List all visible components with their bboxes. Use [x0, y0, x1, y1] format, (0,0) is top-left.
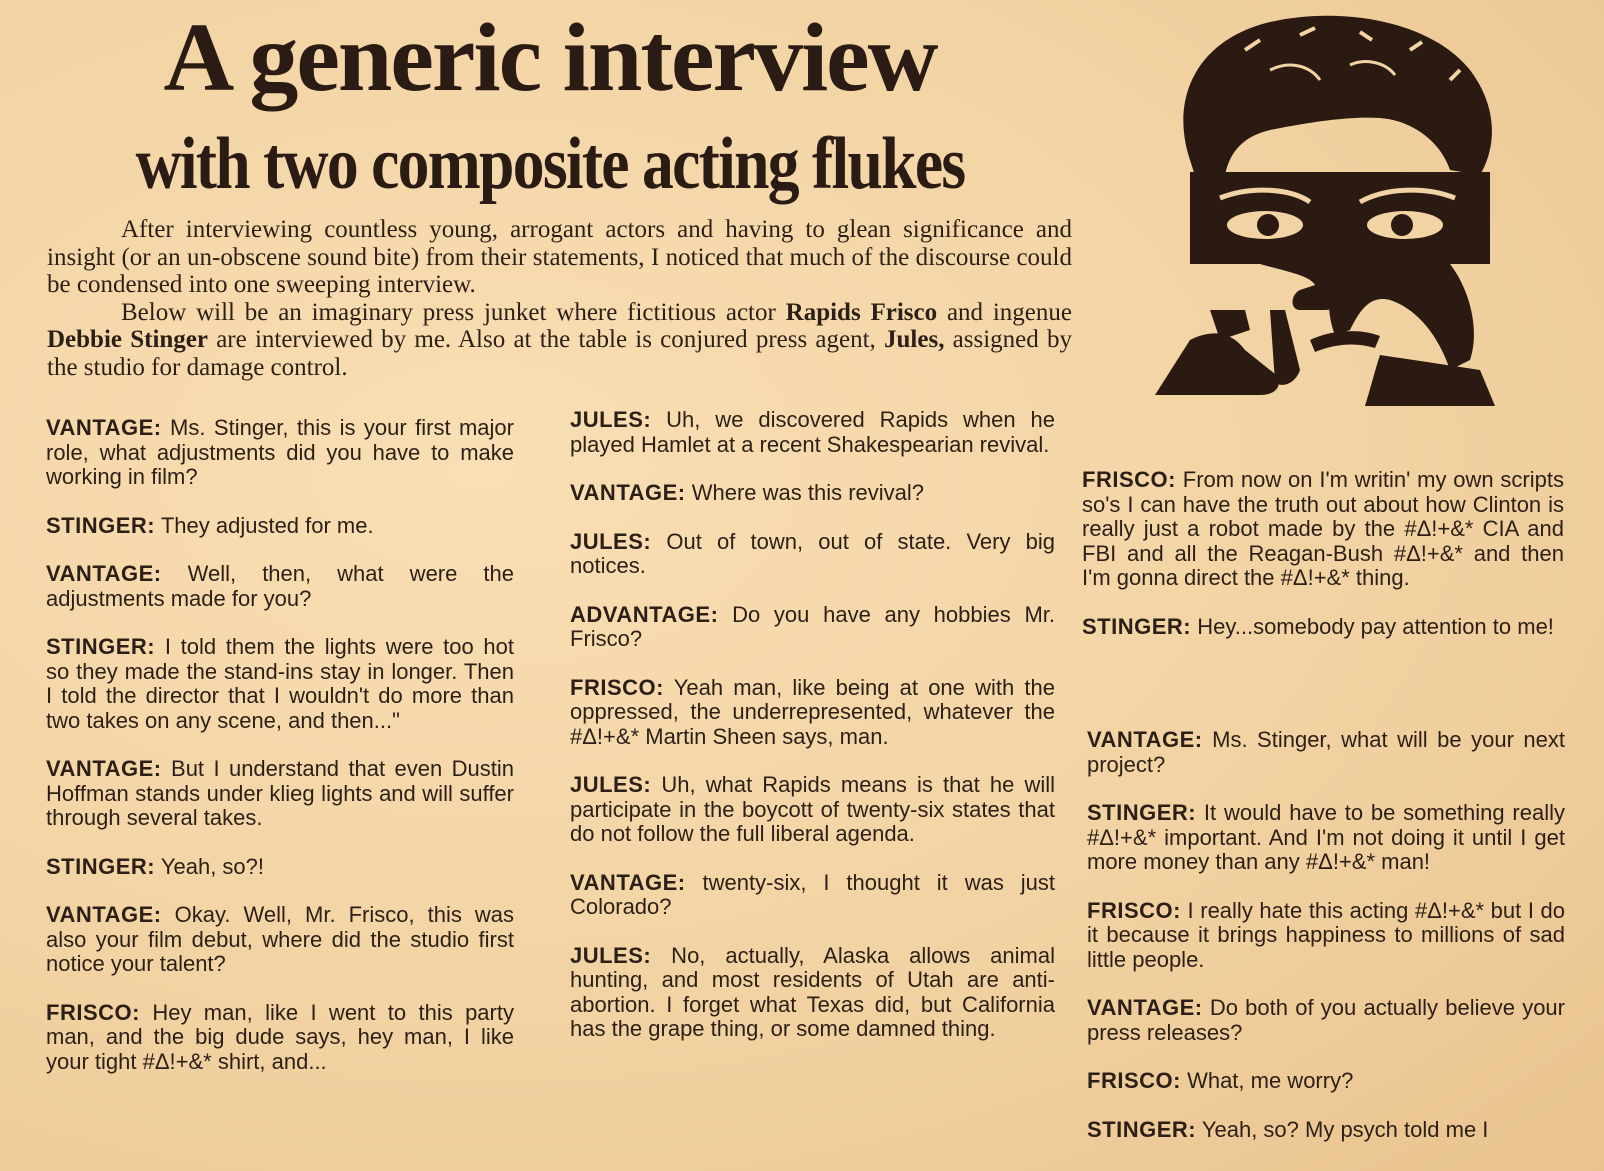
dialogue-entry — [1087, 1069, 1565, 1094]
dialogue-entry — [1087, 801, 1565, 875]
speaker-label: JULES: — [570, 772, 652, 797]
column-1 — [46, 416, 514, 1098]
name-jules: Jules, — [884, 326, 945, 353]
dialogue-entry — [570, 871, 1055, 920]
headline-line-1: A generic interview — [163, 4, 937, 112]
speaker-label: FRISCO: — [1082, 467, 1176, 492]
speaker-label: VANTAGE: — [46, 415, 162, 440]
dialogue-entry — [1087, 996, 1565, 1045]
column-3-bottom — [1087, 728, 1565, 1166]
dialogue-entry — [46, 903, 514, 977]
speaker-label: VANTAGE: — [46, 561, 162, 586]
intro-text-span: and ingenue — [937, 298, 1073, 326]
column-3-top — [1082, 468, 1564, 663]
speaker-label: VANTAGE: — [1087, 727, 1203, 752]
dialogue-entry — [46, 1001, 514, 1075]
dialogue-text: Well, then, what were the adjustments made for you? — [46, 561, 514, 611]
dialogue-text: Yeah man, like being at one with the oppressed, the underrepresented, whatever the #Δ!+&* Martin Sheen says, man. — [570, 674, 1055, 749]
column-2 — [570, 408, 1055, 1066]
dialogue-text: Do both of you actually believe your press releases? — [1087, 995, 1565, 1045]
dialogue-text: From now on I'm writin' my own scripts so's I can have the truth out about how Clinton is really just a robot made by the #Δ!+&* CIA and FBI and all the Reagan-Bush #Δ!+&* and then I'm gonna direct the #Δ!+&* thing. — [1082, 467, 1564, 590]
speaker-label: STINGER: — [46, 634, 156, 659]
intro-text — [47, 216, 1072, 381]
dialogue-entry — [1087, 728, 1565, 777]
dialogue-text: Hey man, like I went to this party man, and the big dude says, hey man, I like your tight #Δ!+&* shirt, and... — [46, 999, 514, 1074]
speaker-label: VANTAGE: — [46, 756, 162, 781]
speaker-label: STINGER: — [1087, 1116, 1197, 1142]
dialogue-text: Where was this revival? — [685, 480, 925, 505]
dialogue-entry — [1087, 899, 1565, 973]
dialogue-text: I really hate this acting #Δ!+&* but I do it because it brings happiness to millions of sad little people. — [1087, 897, 1565, 972]
speaker-label: ADVANTAGE: — [570, 601, 719, 627]
dialogue-text: It would have to be something really #Δ!+&* important. And I'm not doing it until I get more money than any #Δ!+&* man! — [1087, 800, 1565, 874]
dialogue-entry — [570, 603, 1055, 652]
speaker-label: STINGER: — [1087, 800, 1197, 825]
dialogue-text: Do you have any hobbies Mr. Frisco? — [570, 601, 1055, 651]
speaker-label: JULES: — [570, 528, 652, 554]
speaker-label: JULES: — [570, 942, 652, 968]
intro-paragraph-2 — [47, 299, 1072, 382]
dialogue-entry — [1082, 615, 1564, 640]
speaker-label: VANTAGE: — [1087, 995, 1203, 1020]
speaker-label: STINGER: — [1082, 613, 1192, 639]
speaker-label: VANTAGE: — [570, 869, 686, 895]
dialogue-text: They adjusted for me. — [155, 512, 374, 538]
dialogue-entry — [570, 408, 1055, 457]
dialogue-text: Ms. Stinger, what will be your next project? — [1087, 727, 1565, 777]
dialogue-entry — [570, 530, 1055, 579]
speaker-label: JULES: — [570, 407, 652, 432]
speaker-label: FRISCO: — [46, 999, 140, 1025]
speaker-label: STINGER: — [46, 512, 156, 538]
dialogue-entry — [570, 481, 1055, 506]
dialogue-entry — [1082, 468, 1564, 591]
dialogue-text: Hey...somebody pay attention to me! — [1191, 613, 1554, 639]
dialogue-text: No, actually, Alaska allows animal hunting, and most residents of Utah are anti-abortion. I forget what Texas did, but California has the grape thing, or some damned thing. — [570, 942, 1055, 1041]
dialogue-text: What, me worry? — [1180, 1068, 1354, 1093]
intro-text-span: assigned by the studio for damage control. — [47, 326, 1072, 381]
speaker-label: VANTAGE: — [570, 480, 686, 505]
dialogue-entry — [46, 416, 514, 490]
dialogue-text: I told them the lights were too hot so they made the stand-ins stay in longer. Then I told the director that I wouldn't do more than two takes on any scene, and then..." — [46, 634, 514, 733]
name-debbie-stinger: Debbie Stinger — [47, 326, 208, 353]
headline-line-2: with two composite acting flukes — [135, 123, 965, 205]
intro-paragraph-1: After interviewing countless young, arrogant actors and having to glean significance and insight (or an un-obscene sound bite) from their statements, I noticed that much of the discourse could be condensed into one sweeping interview. — [47, 216, 1072, 298]
speaker-label: VANTAGE: — [46, 902, 162, 927]
intro-text-span: Below will be an imaginary press junket where fictitious actor — [121, 298, 786, 326]
dialogue-text: Yeah, so? My psych told me I — [1196, 1116, 1489, 1142]
face-illustration-icon — [1150, 10, 1520, 416]
dialogue-entry — [1087, 1118, 1565, 1143]
dialogue-entry — [46, 855, 514, 880]
dialogue-text: Uh, what Rapids means is that he will participate in the boycott of twenty-six states that do not follow the full liberal agenda. — [570, 772, 1055, 846]
dialogue-text: Ms. Stinger, this is your first major role, what adjustments did you have to make working in film? — [46, 415, 514, 489]
speaker-label: FRISCO: — [1087, 897, 1181, 923]
dialogue-entry — [570, 773, 1055, 847]
dialogue-entry — [46, 635, 514, 733]
dialogue-entry — [46, 562, 514, 611]
dialogue-text: Out of town, out of state. Very big notices. — [570, 528, 1055, 578]
dialogue-text: Uh, we discovered Rapids when he played Hamlet at a recent Shakespearian revival. — [570, 407, 1055, 457]
dialogue-text: But I understand that even Dustin Hoffman stands under klieg lights and will suffer through several takes. — [46, 756, 514, 830]
dialogue-entry — [46, 757, 514, 831]
speaker-label: FRISCO: — [1087, 1068, 1181, 1093]
dialogue-text: twenty-six, I thought it was just Colorado? — [570, 869, 1055, 919]
speaker-label: STINGER: — [46, 853, 156, 879]
dialogue-text: Yeah, so?! — [155, 853, 265, 879]
dialogue-text: Okay. Well, Mr. Frisco, this was also your film debut, where did the studio first notice your talent? — [46, 902, 514, 976]
intro-text-span: are interviewed by me. Also at the table is conjured press agent, — [208, 326, 885, 353]
name-rapids-frisco: Rapids Frisco — [785, 298, 938, 326]
speaker-label: FRISCO: — [570, 674, 664, 700]
dialogue-entry — [570, 676, 1055, 750]
dialogue-entry — [570, 944, 1055, 1042]
dialogue-entry — [46, 514, 514, 539]
